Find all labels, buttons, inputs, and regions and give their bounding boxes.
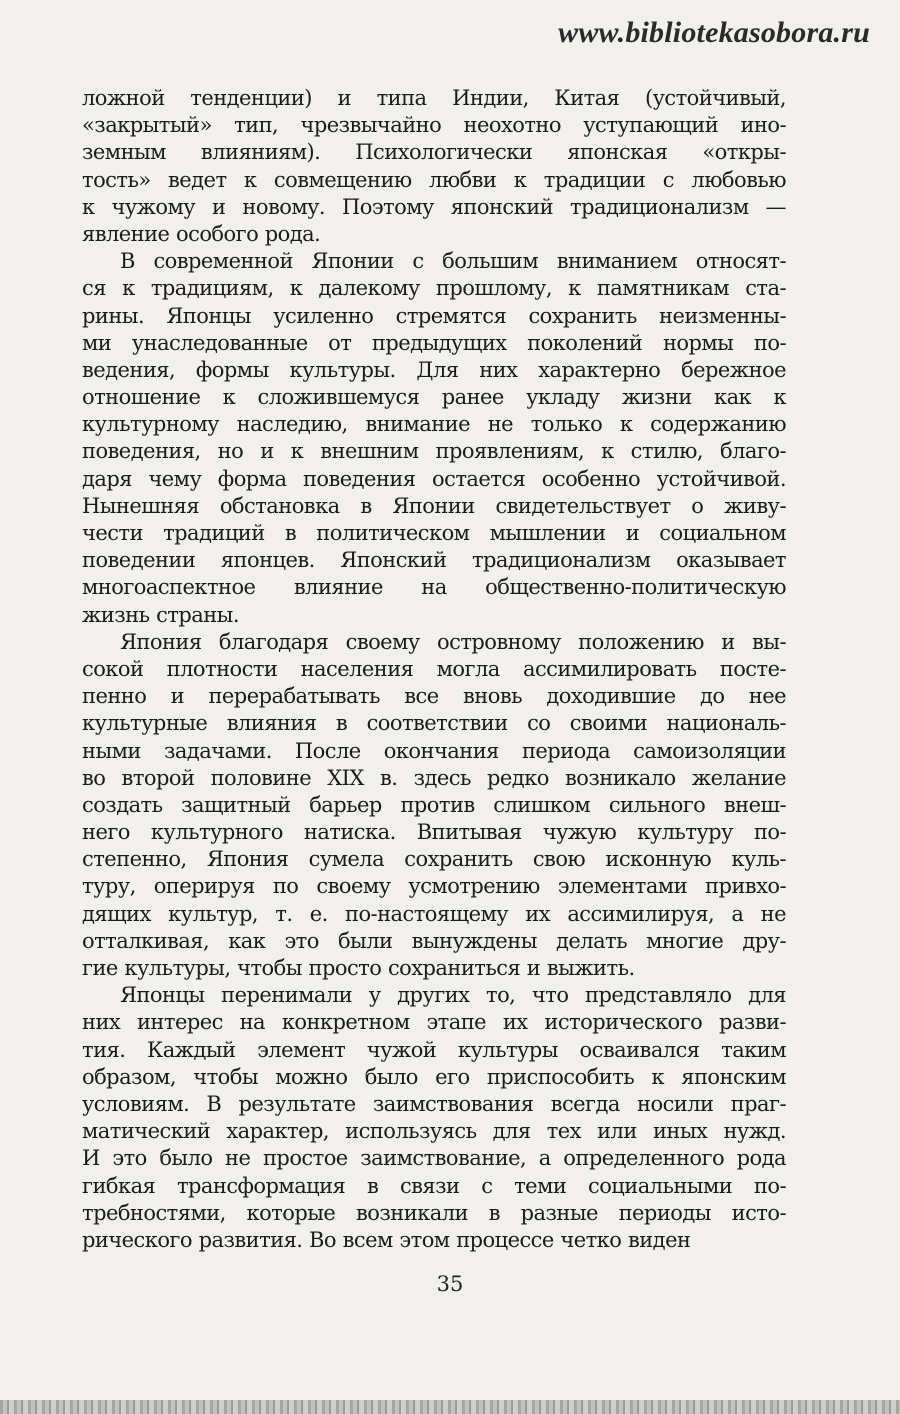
text-line: него культурного натиска. Впитывая чужую культуру по- — [82, 820, 786, 845]
text-line: В современной Японии с большим вниманием относят- — [120, 249, 786, 274]
paragraph — [82, 248, 786, 629]
paragraph — [82, 629, 786, 982]
page-number: 35 — [436, 1272, 464, 1296]
text-line: многоаспектное влияние на общественно-политическую — [82, 575, 786, 600]
text-line: гибкая трансформация в связи с теми социальными по- — [82, 1173, 786, 1198]
text-line: сокой плотности населения могла ассимилировать посте- — [82, 656, 786, 681]
text-line: пенно и перерабатывать все вновь доходившие до нее — [82, 684, 786, 709]
text-line: туру, оперируя по своему усмотрению элементами привхо- — [82, 874, 786, 899]
text-line: гие культуры, чтобы просто сохраниться и выжить. — [82, 956, 635, 980]
paragraph — [82, 982, 786, 1254]
text-line: отталкивая, как это были вынуждены делать многие дру- — [82, 928, 786, 953]
text-line: Япония благодаря своему островному положению и вы- — [120, 629, 786, 654]
text-line: условиям. В результате заимствования всегда носили праг- — [82, 1091, 786, 1116]
text-line: тость» ведет к совмещению любви к традиции с любовью — [82, 167, 786, 192]
text-line: к чужому и новому. Поэтому японский традиционализм — — [82, 194, 786, 219]
text-line: ными задачами. После окончания периода самоизоляции — [82, 738, 786, 763]
text-line: Нынешняя обстановка в Японии свидетельствует о живу- — [82, 493, 786, 518]
text-line: поведении японцев. Японский традиционализм оказывает — [82, 548, 786, 573]
scan-edge-artifact — [0, 1400, 900, 1414]
text-line: «закрытый» тип, чрезвычайно неохотно уступающий ино- — [82, 113, 786, 138]
body-text — [82, 85, 786, 1254]
text-line: ся к традициям, к далекому прошлому, к памятникам ста- — [82, 276, 786, 301]
text-line: Японцы перенимали у других то, что представляло для — [120, 983, 786, 1008]
paragraph — [82, 85, 786, 248]
text-line: земным влияниям). Психологически японская «откры- — [82, 140, 786, 165]
text-line: рического развития. Во всем этом процессе четко виден — [82, 1227, 691, 1252]
text-line: них интерес на конкретном этапе их исторического разви- — [82, 1010, 786, 1035]
text-line: отношение к сложившемуся ранее укладу жизни как к — [82, 385, 786, 410]
text-line: даря чему форма поведения остается особенно устойчивой. — [82, 466, 786, 491]
text-line: степенно, Япония сумела сохранить свою исконную куль- — [82, 847, 786, 872]
text-line: чести традиций в политическом мышлении и социальном — [82, 521, 786, 545]
text-line: тия. Каждый элемент чужой культуры осваивался таким — [82, 1037, 786, 1062]
text-line: создать защитный барьер против слишком сильного внеш- — [82, 792, 786, 817]
text-line: поведения, но и к внешним проявлениям, к стилю, благо- — [82, 439, 786, 464]
text-line: ми унаследованные от предыдущих поколений нормы по- — [82, 330, 786, 355]
text-line: жизнь страны. — [82, 602, 239, 627]
text-line: во второй половине XIX в. здесь редко возникало желание — [82, 765, 786, 790]
text-line: ложной тенденции) и типа Индии, Китая (устойчивый, — [82, 86, 786, 110]
text-line: матический характер, используясь для тех или иных нужд. — [82, 1119, 786, 1144]
text-line: образом, чтобы можно было его приспособить к японским — [82, 1064, 786, 1089]
text-line: дящих культур, т. е. по-настоящему их ассимилируя, а не — [82, 901, 786, 926]
text-line: рины. Японцы усиленно стремятся сохранить неизменны- — [82, 303, 786, 328]
text-line: явление особого рода. — [82, 221, 321, 246]
text-line: культурному наследию, внимание не только к содержанию — [82, 412, 786, 437]
text-line: культурные влияния в соответствии со своими националь- — [82, 711, 786, 736]
text-line: И это было не простое заимствование, а определенного рода — [82, 1146, 786, 1171]
text-line: требностями, которые возникали в разные периоды исто- — [82, 1200, 786, 1225]
watermark-url: www.bibliotekasobora.ru — [558, 16, 870, 49]
text-line: ведения, формы культуры. Для них характерно бережное — [82, 357, 786, 382]
